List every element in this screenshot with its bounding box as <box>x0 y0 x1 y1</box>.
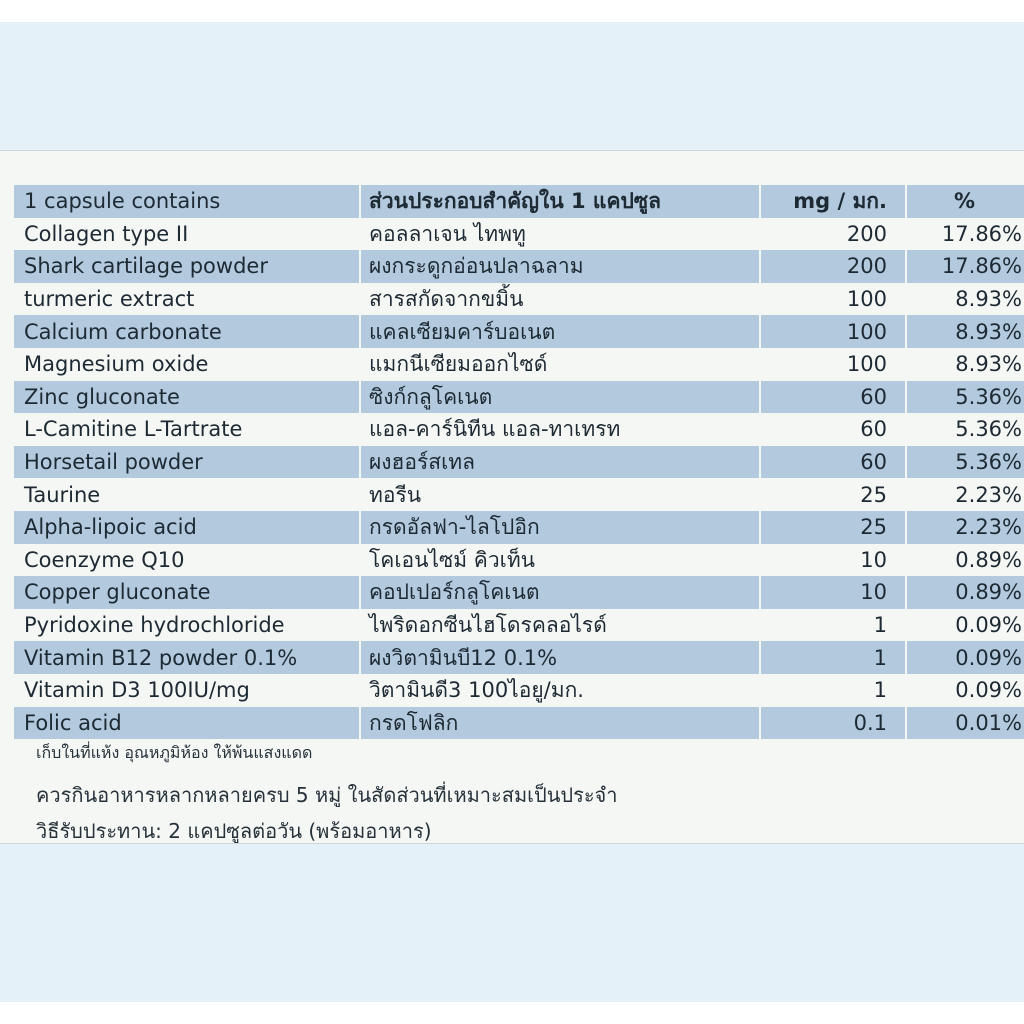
ingredient-row <box>14 478 1024 511</box>
ingredient-name-th: กรดอัลฟา-ไลโปอิก <box>360 511 760 544</box>
ingredient-row <box>14 315 1024 348</box>
ingredient-amount-mg: 25 <box>760 511 906 544</box>
ingredient-amount-mg: 1 <box>760 674 906 707</box>
ingredient-percent: 2.23% <box>906 511 1024 544</box>
ingredient-amount-mg: 25 <box>760 478 906 511</box>
table-header-row <box>14 185 1024 218</box>
ingredient-name-en: Vitamin B12 powder 0.1% <box>14 641 360 674</box>
top-border-strip <box>0 0 1024 22</box>
ingredient-percent: 2.23% <box>906 478 1024 511</box>
ingredient-percent: 0.89% <box>906 544 1024 577</box>
ingredient-amount-mg: 1 <box>760 641 906 674</box>
ingredients-table-body <box>14 185 1024 739</box>
ingredient-row <box>14 674 1024 707</box>
ingredient-name-th: คอลลาเจน ไทพทู <box>360 218 760 251</box>
ingredient-name-th: ไพริดอกซีนไฮโดรคลอไรด์ <box>360 609 760 642</box>
ingredient-percent: 0.89% <box>906 576 1024 609</box>
ingredient-percent: 8.93% <box>906 348 1024 381</box>
ingredient-row <box>14 348 1024 381</box>
ingredient-percent: 0.09% <box>906 641 1024 674</box>
ingredient-name-th: แมกนีเซียมออกไซด์ <box>360 348 760 381</box>
ingredient-percent: 5.36% <box>906 381 1024 414</box>
ingredient-amount-mg: 1 <box>760 609 906 642</box>
ingredient-name-en: turmeric extract <box>24 287 195 312</box>
ingredient-amount-mg: 10 <box>760 544 906 577</box>
storage-instructions: เก็บในที่แห้ง อุณหภูมิห้อง ให้พ้นแสงแดด <box>36 743 313 762</box>
dietary-advice: ควรกินอาหารหลากหลายครบ 5 หมู่ ในสัดส่วนที่เหมาะสมเป็นประจำ <box>36 783 618 807</box>
ingredient-name-en: L-Camitine L-Tartrate <box>24 417 243 442</box>
ingredient-name-th: โคเอนไซม์ คิวเท็น <box>360 544 760 577</box>
ingredient-name-en: Vitamin D3 100IU/mg <box>24 678 250 703</box>
ingredient-percent: 17.86% <box>906 218 1024 251</box>
ingredient-name-en: Alpha-lipoic acid <box>14 511 360 544</box>
ingredient-name-th: สารสกัดจากขมิ้น <box>360 283 760 316</box>
ingredient-name-th: ผงกระดูกอ่อนปลาฉลาม <box>360 250 760 283</box>
ingredient-row <box>14 609 1024 642</box>
ingredient-amount-mg: 100 <box>760 283 906 316</box>
ingredient-row <box>14 446 1024 479</box>
header-capsule-contains: 1 capsule contains <box>14 185 360 218</box>
ingredient-amount-mg: 10 <box>760 576 906 609</box>
ingredient-amount-mg: 60 <box>760 446 906 479</box>
ingredient-name-en: Shark cartilage powder <box>14 250 360 283</box>
ingredient-amount-mg: 60 <box>760 381 906 414</box>
ingredient-name-th: ผงวิตามินบี12 0.1% <box>360 641 760 674</box>
ingredient-amount-mg: 200 <box>760 218 906 251</box>
header-mg: mg / มก. <box>760 185 906 218</box>
ingredient-name-th: วิตามินดี3 100ไอยู/มก. <box>360 674 760 707</box>
ingredient-name-en: Zinc gluconate <box>14 381 360 414</box>
ingredient-percent: 5.36% <box>906 413 1024 446</box>
ingredient-amount-mg: 0.1 <box>760 707 906 740</box>
dosage-instructions: วิธีรับประทาน: 2 แคปซูลต่อวัน (พร้อมอาหาร) <box>36 819 432 843</box>
ingredient-name-th: แอล-คาร์นิทีน แอล-ทาเทรท <box>360 413 760 446</box>
ingredient-percent: 0.01% <box>906 707 1024 740</box>
ingredient-row <box>14 641 1024 674</box>
ingredient-percent: 5.36% <box>906 446 1024 479</box>
ingredient-row <box>14 283 1024 316</box>
ingredient-name-en: Pyridoxine hydrochloride <box>24 613 285 638</box>
ingredient-row <box>14 381 1024 414</box>
ingredient-name-th: คอปเปอร์กลูโคเนต <box>360 576 760 609</box>
ingredient-percent: 8.93% <box>906 283 1024 316</box>
ingredient-name-th: กรดโฟลิก <box>360 707 760 740</box>
bottom-border-strip <box>0 1002 1024 1024</box>
ingredient-amount-mg: 60 <box>760 413 906 446</box>
ingredient-name-en: Taurine <box>24 482 101 507</box>
ingredient-row <box>14 250 1024 283</box>
ingredient-name-en: Collagen type II <box>24 221 189 246</box>
ingredient-percent: 0.09% <box>906 674 1024 707</box>
ingredient-row <box>14 544 1024 577</box>
ingredient-row <box>14 576 1024 609</box>
ingredient-row <box>14 413 1024 446</box>
ingredient-name-en: Calcium carbonate <box>14 315 360 348</box>
ingredient-name-en: Coenzyme Q10 <box>24 547 185 572</box>
ingredient-name-en: Copper gluconate <box>14 576 360 609</box>
ingredient-percent: 0.09% <box>906 609 1024 642</box>
ingredient-row <box>14 707 1024 740</box>
ingredient-name-th: ซิงก์กลูโคเนต <box>360 381 760 414</box>
header-thai-ingredients: ส่วนประกอบสำคัญใน 1 แคปซูล <box>360 185 760 218</box>
ingredient-amount-mg: 100 <box>760 315 906 348</box>
ingredient-amount-mg: 100 <box>760 348 906 381</box>
ingredient-name-en: Magnesium oxide <box>24 352 209 377</box>
ingredient-row <box>14 511 1024 544</box>
ingredients-table <box>14 185 1024 739</box>
ingredient-row <box>14 218 1024 251</box>
ingredient-name-en: Folic acid <box>14 707 360 740</box>
header-percent: % <box>906 185 1024 218</box>
ingredient-name-th: แคลเซียมคาร์บอเนต <box>360 315 760 348</box>
ingredient-percent: 8.93% <box>906 315 1024 348</box>
ingredient-amount-mg: 200 <box>760 250 906 283</box>
ingredient-name-th: ผงฮอร์สเทล <box>360 446 760 479</box>
ingredient-name-th: ทอรีน <box>360 478 760 511</box>
ingredients-label-panel <box>0 150 1024 844</box>
ingredient-name-en: Horsetail powder <box>14 446 360 479</box>
ingredient-percent: 17.86% <box>906 250 1024 283</box>
